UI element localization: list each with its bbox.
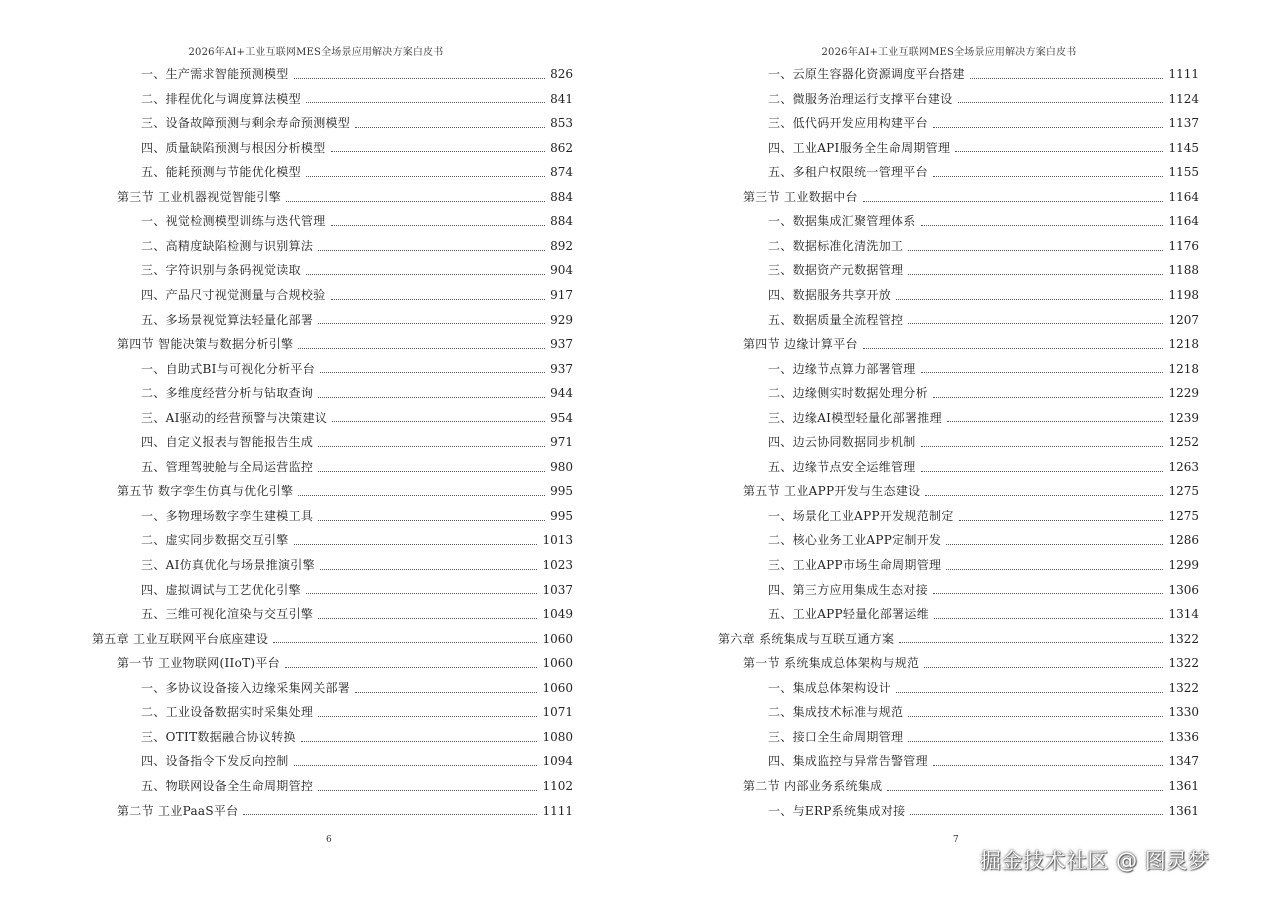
dot-leader bbox=[970, 78, 1164, 79]
toc-title: 第五章 工业互联网平台底座建设 bbox=[92, 631, 269, 646]
toc-page-number: 1314 bbox=[1168, 607, 1199, 622]
toc-title: 五、多场景视觉算法轻量化部署 bbox=[141, 312, 314, 327]
dot-leader bbox=[306, 593, 538, 594]
dot-leader bbox=[273, 642, 537, 643]
dot-leader bbox=[331, 225, 546, 226]
dot-leader bbox=[955, 151, 1163, 152]
dot-leader bbox=[910, 814, 1163, 815]
toc-page-number: 1164 bbox=[1168, 189, 1199, 204]
toc-item[interactable] bbox=[768, 308, 1199, 333]
toc-page-number: 1164 bbox=[1168, 214, 1199, 229]
toc-title: 第四节 智能决策与数据分析引擎 bbox=[117, 337, 294, 352]
toc-title: 二、工业设备数据实时采集处理 bbox=[141, 705, 314, 720]
toc-item[interactable] bbox=[768, 528, 1199, 553]
toc-page-number: 892 bbox=[550, 238, 573, 253]
toc-item[interactable] bbox=[768, 283, 1199, 308]
toc-item[interactable] bbox=[141, 553, 573, 578]
toc-page-number: 1060 bbox=[542, 680, 573, 695]
toc-item[interactable] bbox=[141, 749, 573, 774]
dot-leader bbox=[332, 421, 545, 422]
toc-title: 一、与ERP系统集成对接 bbox=[768, 803, 906, 818]
toc-title: 一、集成总体架构设计 bbox=[768, 680, 892, 695]
toc-title: 第二节 内部业务系统集成 bbox=[743, 778, 883, 793]
toc-title: 三、设备故障预测与剩余寿命预测模型 bbox=[141, 116, 351, 131]
toc-page-number: 1252 bbox=[1168, 435, 1199, 450]
toc-title: 二、集成技术标准与规范 bbox=[768, 705, 904, 720]
toc-page-number: 971 bbox=[550, 435, 573, 450]
toc-page-number: 1013 bbox=[542, 533, 573, 548]
toc-item[interactable] bbox=[768, 430, 1199, 455]
toc-title: 四、设备指令下发反向控制 bbox=[141, 754, 289, 769]
toc-page-number: 904 bbox=[550, 263, 573, 278]
toc-item[interactable] bbox=[141, 455, 573, 480]
toc-item[interactable] bbox=[141, 578, 573, 603]
toc-page-number: 1080 bbox=[542, 729, 573, 744]
toc-section[interactable] bbox=[743, 479, 1199, 504]
dot-leader bbox=[934, 618, 1163, 619]
toc-chapter[interactable] bbox=[718, 627, 1199, 652]
dot-leader bbox=[925, 495, 1163, 496]
toc-chapter[interactable] bbox=[92, 627, 573, 652]
toc-page-number: 874 bbox=[550, 165, 573, 180]
toc-page-number: 841 bbox=[550, 91, 573, 106]
page-number: 6 bbox=[326, 835, 332, 845]
dot-leader bbox=[331, 151, 546, 152]
dot-leader bbox=[355, 692, 537, 693]
toc-title: 第一节 系统集成总体架构与规范 bbox=[743, 656, 920, 671]
toc-item[interactable] bbox=[141, 62, 573, 87]
toc-title: 三、工业APP市场生命周期管理 bbox=[768, 558, 942, 572]
toc-title: 一、数据集成汇聚管理体系 bbox=[768, 214, 916, 229]
dot-leader bbox=[887, 790, 1163, 791]
toc-item[interactable] bbox=[141, 700, 573, 725]
toc-section[interactable] bbox=[743, 774, 1199, 799]
toc-item[interactable] bbox=[768, 602, 1199, 627]
toc-page-number: 1124 bbox=[1168, 91, 1199, 106]
toc-page-number: 995 bbox=[550, 508, 573, 523]
dot-leader bbox=[243, 814, 537, 815]
toc-title: 一、多物理场数字孪生建模工具 bbox=[141, 508, 314, 523]
toc-page-number: 1299 bbox=[1168, 558, 1199, 572]
toc-title: 第六章 系统集成与互联互通方案 bbox=[718, 631, 895, 646]
toc-page-number: 1102 bbox=[542, 778, 573, 793]
dot-leader bbox=[294, 78, 545, 79]
page-header: 2026年AI+工业互联网MES全场景应用解决方案白皮书 bbox=[188, 47, 444, 58]
toc-page-number: 1229 bbox=[1168, 386, 1199, 401]
toc-page-number: 884 bbox=[550, 189, 573, 204]
toc-item[interactable] bbox=[141, 430, 573, 455]
toc-item[interactable] bbox=[141, 602, 573, 627]
toc-title: 三、接口全生命周期管理 bbox=[768, 729, 904, 744]
dot-leader bbox=[318, 397, 545, 398]
toc-page-number: 1155 bbox=[1168, 165, 1199, 180]
toc-title: 二、多维度经营分析与钻取查询 bbox=[141, 386, 314, 401]
toc-page-number: 980 bbox=[550, 459, 573, 474]
toc-title: 四、边云协同数据同步机制 bbox=[768, 435, 916, 450]
toc-title: 三、AI仿真优化与场景推演引擎 bbox=[141, 558, 315, 572]
dot-leader bbox=[318, 520, 545, 521]
toc-page-number: 1330 bbox=[1168, 705, 1199, 720]
dot-leader bbox=[933, 176, 1164, 177]
dot-leader bbox=[947, 421, 1164, 422]
toc-title: 三、OTIT数据融合协议转换 bbox=[141, 729, 296, 744]
toc-item[interactable] bbox=[141, 725, 573, 750]
toc-item[interactable] bbox=[141, 111, 573, 136]
toc-page-number: 1336 bbox=[1168, 729, 1199, 744]
toc-page-number: 1322 bbox=[1168, 631, 1199, 646]
toc-item[interactable] bbox=[141, 283, 573, 308]
toc-title: 第五节 工业APP开发与生态建设 bbox=[743, 484, 921, 499]
toc-page-number: 1111 bbox=[542, 803, 573, 818]
toc-item[interactable] bbox=[768, 258, 1199, 283]
toc-section[interactable] bbox=[743, 332, 1199, 357]
dot-leader bbox=[933, 397, 1164, 398]
toc-item[interactable] bbox=[141, 357, 573, 382]
toc-title: 四、自定义报表与智能报告生成 bbox=[141, 435, 314, 450]
dot-leader bbox=[924, 667, 1163, 668]
toc-item[interactable] bbox=[768, 209, 1199, 234]
toc-page-number: 1322 bbox=[1168, 656, 1199, 671]
toc-title: 二、虚实同步数据交互引擎 bbox=[141, 533, 289, 548]
dot-leader bbox=[921, 372, 1164, 373]
toc-page-number: 1322 bbox=[1168, 680, 1199, 695]
dot-leader bbox=[294, 544, 538, 545]
toc-title: 四、质量缺陷预测与根因分析模型 bbox=[141, 140, 326, 155]
toc-title: 二、核心业务工业APP定制开发 bbox=[768, 533, 942, 548]
toc-page-number: 995 bbox=[550, 484, 573, 499]
toc-page-number: 1207 bbox=[1168, 312, 1199, 327]
toc-title: 二、排程优化与调度算法模型 bbox=[141, 91, 301, 106]
dot-leader bbox=[921, 446, 1164, 447]
toc-page-number: 1094 bbox=[542, 754, 573, 769]
toc-page-number: 1218 bbox=[1168, 337, 1199, 352]
dot-leader bbox=[301, 741, 538, 742]
dot-leader bbox=[318, 716, 537, 717]
toc-item[interactable] bbox=[141, 258, 573, 283]
dot-leader bbox=[899, 642, 1163, 643]
toc-section[interactable] bbox=[117, 479, 573, 504]
dot-leader bbox=[306, 102, 545, 103]
left-page bbox=[0, 0, 632, 898]
toc-page-number: 1145 bbox=[1168, 140, 1199, 155]
toc-item[interactable] bbox=[768, 455, 1199, 480]
toc-item[interactable] bbox=[768, 234, 1199, 259]
toc-page-number: 884 bbox=[550, 214, 573, 229]
toc-item[interactable] bbox=[768, 62, 1199, 87]
toc-title: 第四节 边缘计算平台 bbox=[743, 337, 858, 352]
dot-leader bbox=[921, 225, 1164, 226]
dot-leader bbox=[959, 520, 1164, 521]
dot-leader bbox=[318, 250, 545, 251]
toc-item[interactable] bbox=[768, 700, 1199, 725]
toc-item[interactable] bbox=[768, 553, 1199, 578]
dot-leader bbox=[320, 569, 538, 570]
toc-page-number: 1060 bbox=[542, 656, 573, 671]
toc-title: 三、AI驱动的经营预警与决策建议 bbox=[141, 410, 328, 425]
toc-page-number: 917 bbox=[550, 287, 573, 302]
toc-title: 一、自助式BI与可视化分析平台 bbox=[141, 361, 316, 376]
toc-page-number: 853 bbox=[550, 116, 573, 131]
dot-leader bbox=[908, 323, 1163, 324]
toc-section[interactable] bbox=[117, 651, 573, 676]
dot-leader bbox=[908, 250, 1163, 251]
toc-page-number: 1137 bbox=[1168, 116, 1199, 131]
dot-leader bbox=[298, 495, 545, 496]
toc-page-number: 1071 bbox=[542, 705, 573, 720]
toc-title: 五、工业APP轻量化部署运维 bbox=[768, 607, 930, 622]
dot-leader bbox=[921, 471, 1164, 472]
toc-item[interactable] bbox=[768, 749, 1199, 774]
toc-item[interactable] bbox=[768, 160, 1199, 185]
dot-leader bbox=[306, 274, 545, 275]
toc-page-number: 862 bbox=[550, 140, 573, 155]
dot-leader bbox=[933, 765, 1164, 766]
toc-page-number: 1023 bbox=[542, 558, 573, 572]
toc-item[interactable] bbox=[141, 308, 573, 333]
toc-page-number: 1361 bbox=[1168, 803, 1199, 818]
toc-title: 一、多协议设备接入边缘采集网关部署 bbox=[141, 680, 351, 695]
toc-page-number: 937 bbox=[550, 361, 573, 376]
toc-page-number: 937 bbox=[550, 337, 573, 352]
dot-leader bbox=[331, 299, 546, 300]
right-page bbox=[633, 0, 1265, 898]
toc-title: 五、能耗预测与节能优化模型 bbox=[141, 165, 301, 180]
toc-title: 四、产品尺寸视觉测量与合规校验 bbox=[141, 287, 326, 302]
dot-leader bbox=[908, 716, 1163, 717]
dot-leader bbox=[318, 323, 545, 324]
toc-title: 五、物联网设备全生命周期管控 bbox=[141, 778, 314, 793]
toc-item[interactable] bbox=[141, 528, 573, 553]
toc-page-number: 1176 bbox=[1168, 238, 1199, 253]
dot-leader bbox=[863, 201, 1164, 202]
toc-page-number: 1347 bbox=[1168, 754, 1199, 769]
toc-title: 一、视觉检测模型训练与迭代管理 bbox=[141, 214, 326, 229]
toc-item[interactable] bbox=[141, 87, 573, 112]
toc-title: 一、云原生容器化资源调度平台搭建 bbox=[768, 67, 965, 81]
dot-leader bbox=[933, 127, 1164, 128]
toc-item[interactable] bbox=[768, 357, 1199, 382]
toc-item[interactable] bbox=[768, 676, 1199, 701]
dot-leader bbox=[318, 471, 545, 472]
toc-page-number: 1306 bbox=[1168, 582, 1199, 597]
toc-title: 五、边缘节点安全运维管理 bbox=[768, 459, 916, 474]
toc-page-number: 1111 bbox=[1168, 67, 1199, 81]
toc-title: 一、场景化工业APP开发规范制定 bbox=[768, 508, 954, 523]
toc-page-number: 1286 bbox=[1168, 533, 1199, 548]
toc-page-number: 1060 bbox=[542, 631, 573, 646]
toc-section[interactable] bbox=[117, 185, 573, 210]
dot-leader bbox=[355, 127, 545, 128]
dot-leader bbox=[958, 102, 1164, 103]
watermark-text: 掘金技术社区 @ 图灵梦 bbox=[980, 849, 1210, 873]
toc-title: 二、微服务治理运行支撑平台建设 bbox=[768, 91, 953, 106]
toc-page-number: 944 bbox=[550, 386, 573, 401]
page-header: 2026年AI+工业互联网MES全场景应用解决方案白皮书 bbox=[821, 47, 1077, 58]
toc-title: 四、集成监控与异常告警管理 bbox=[768, 754, 928, 769]
toc-title: 三、数据资产元数据管理 bbox=[768, 263, 904, 278]
toc-page-number: 1275 bbox=[1168, 484, 1199, 499]
toc-item[interactable] bbox=[141, 406, 573, 431]
toc-item[interactable] bbox=[141, 774, 573, 799]
toc-item[interactable] bbox=[141, 676, 573, 701]
toc-item[interactable] bbox=[141, 504, 573, 529]
toc-section[interactable] bbox=[743, 185, 1199, 210]
toc-title: 第五节 数字孪生仿真与优化引擎 bbox=[117, 484, 294, 499]
toc-item[interactable] bbox=[141, 234, 573, 259]
toc-title: 四、虚拟调试与工艺优化引擎 bbox=[141, 582, 301, 597]
toc-page-number: 1275 bbox=[1168, 508, 1199, 523]
toc-title: 第二节 工业PaaS平台 bbox=[117, 803, 239, 818]
toc-page-number: 929 bbox=[550, 312, 573, 327]
toc-item[interactable] bbox=[141, 381, 573, 406]
dot-leader bbox=[908, 274, 1163, 275]
toc-title: 三、字符识别与条码视觉读取 bbox=[141, 263, 301, 278]
dot-leader bbox=[318, 618, 537, 619]
toc-page-number: 1263 bbox=[1168, 459, 1199, 474]
toc-title: 三、低代码开发应用构建平台 bbox=[768, 116, 928, 131]
toc-item[interactable] bbox=[768, 725, 1199, 750]
dot-leader bbox=[908, 741, 1163, 742]
toc-page-number: 1188 bbox=[1168, 263, 1199, 278]
dot-leader bbox=[320, 372, 545, 373]
toc-page-number: 1218 bbox=[1168, 361, 1199, 376]
toc-page-number: 826 bbox=[550, 67, 573, 81]
toc-item[interactable] bbox=[141, 209, 573, 234]
toc-title: 四、第三方应用集成生态对接 bbox=[768, 582, 928, 597]
dot-leader bbox=[946, 544, 1163, 545]
toc-title: 二、高精度缺陷检测与识别算法 bbox=[141, 238, 314, 253]
toc-item[interactable] bbox=[768, 111, 1199, 136]
toc-title: 五、数据质量全流程管控 bbox=[768, 312, 904, 327]
toc-title: 一、生产需求智能预测模型 bbox=[141, 67, 289, 81]
dot-leader bbox=[863, 348, 1164, 349]
toc-title: 四、数据服务共享开放 bbox=[768, 287, 892, 302]
toc-section[interactable] bbox=[117, 799, 573, 824]
dot-leader bbox=[306, 176, 545, 177]
toc-page-number: 1049 bbox=[542, 607, 573, 622]
dot-leader bbox=[896, 692, 1163, 693]
dot-leader bbox=[318, 446, 545, 447]
dot-leader bbox=[286, 201, 545, 202]
toc-item[interactable] bbox=[141, 136, 573, 161]
dot-leader bbox=[896, 299, 1163, 300]
toc-item[interactable] bbox=[768, 381, 1199, 406]
toc-title: 第一节 工业物联网(IIoT)平台 bbox=[117, 656, 280, 671]
dot-leader bbox=[318, 790, 537, 791]
toc-title: 五、管理驾驶舱与全局运营监控 bbox=[141, 459, 314, 474]
toc-title: 四、工业API服务全生命周期管理 bbox=[768, 140, 951, 155]
toc-title: 五、多租户权限统一管理平台 bbox=[768, 165, 928, 180]
toc-title: 一、边缘节点算力部署管理 bbox=[768, 361, 916, 376]
toc-page-number: 1037 bbox=[542, 582, 573, 597]
toc-title: 第三节 工业数据中台 bbox=[743, 189, 858, 204]
toc-title: 二、数据标准化清洗加工 bbox=[768, 238, 904, 253]
toc-section[interactable] bbox=[743, 651, 1199, 676]
toc-page-number: 1361 bbox=[1168, 778, 1199, 793]
toc-item[interactable] bbox=[768, 406, 1199, 431]
toc-page-number: 1239 bbox=[1168, 410, 1199, 425]
toc-item[interactable] bbox=[768, 136, 1199, 161]
dot-leader bbox=[298, 348, 545, 349]
dot-leader bbox=[933, 593, 1164, 594]
toc-page-number: 954 bbox=[550, 410, 573, 425]
toc-item[interactable] bbox=[768, 578, 1199, 603]
toc-title: 五、三维可视化渲染与交互引擎 bbox=[141, 607, 314, 622]
toc-title: 二、边缘侧实时数据处理分析 bbox=[768, 386, 928, 401]
toc-title: 第三节 工业机器视觉智能引擎 bbox=[117, 189, 282, 204]
dot-leader bbox=[285, 667, 537, 668]
toc-item[interactable] bbox=[141, 160, 573, 185]
toc-item[interactable] bbox=[768, 87, 1199, 112]
dot-leader bbox=[946, 569, 1163, 570]
toc-page-number: 1198 bbox=[1168, 287, 1199, 302]
toc-section[interactable] bbox=[117, 332, 573, 357]
toc-item[interactable] bbox=[768, 799, 1199, 824]
toc-item[interactable] bbox=[768, 504, 1199, 529]
toc-title: 三、边缘AI模型轻量化部署推理 bbox=[768, 410, 942, 425]
dot-leader bbox=[294, 765, 538, 766]
page-number: 7 bbox=[953, 835, 959, 845]
